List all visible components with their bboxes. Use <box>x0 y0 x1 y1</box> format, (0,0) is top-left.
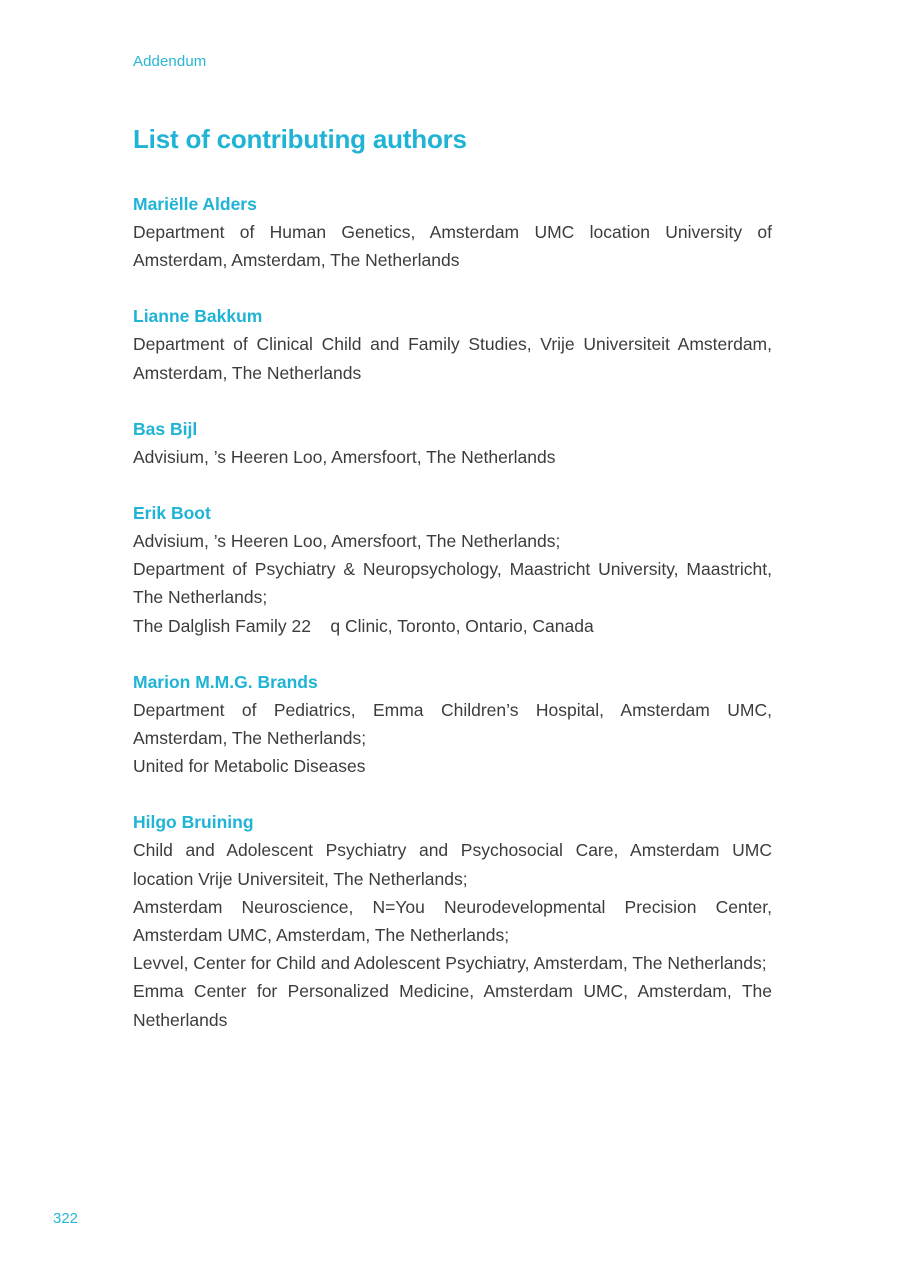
author-entry <box>133 808 772 1033</box>
author-entry <box>133 668 772 781</box>
author-entry <box>133 499 772 640</box>
author-name: Mariëlle Alders <box>133 194 257 214</box>
author-name: Hilgo Bruining <box>133 812 254 833</box>
running-header: Addendum <box>133 53 207 70</box>
author-affiliation: Emma Center for Personalized Medicine, Amsterdam UMC, Amsterdam, The Netherlands <box>133 981 772 1030</box>
author-affiliation: Department of Clinical Child and Family Studies, Vrije Universiteit Amsterdam, Amsterdam, The Netherlands <box>133 334 772 383</box>
author-affiliation: The Dalglish Family 22 q Clinic, Toronto, Ontario, Canada <box>133 615 594 636</box>
author-list <box>133 190 772 1062</box>
author-name: Bas Bijl <box>133 418 198 439</box>
author-affiliation: Department of Psychiatry & Neuropsychology, Maastricht University, Maastricht, The Netherlands; <box>133 559 772 608</box>
author-affiliation: Department of Human Genetics, Amsterdam UMC location University of Amsterdam, Amsterdam, The Netherlands <box>133 222 772 271</box>
author-entry <box>133 415 772 471</box>
author-name: Lianne Bakkum <box>133 306 263 327</box>
page-number: 322 <box>53 1210 79 1227</box>
author-affiliation: Advisium, ’s Heeren Loo, Amersfoort, The Netherlands <box>133 446 556 467</box>
author-affiliation: Advisium, ’s Heeren Loo, Amersfoort, The Netherlands; <box>133 531 561 552</box>
author-name: Marion M.M.G. Brands <box>133 671 318 692</box>
author-affiliation: Amsterdam Neuroscience, N=You Neurodevelopmental Precision Center, Amsterdam UMC, Amsterdam, The Netherlands; <box>133 896 772 946</box>
author-affiliation: Child and Adolescent Psychiatry and Psychosocial Care, Amsterdam UMC location Vrije Universiteit, The Netherlands; <box>133 840 772 889</box>
author-entry <box>133 190 772 274</box>
author-entry <box>133 302 772 386</box>
page-title: List of contributing authors <box>133 124 467 154</box>
author-affiliation: Department of Pediatrics, Emma Children’s Hospital, Amsterdam UMC, Amsterdam, The Netherlands; <box>133 699 772 749</box>
author-affiliation: United for Metabolic Diseases <box>133 756 366 777</box>
author-name: Erik Boot <box>133 503 211 524</box>
author-affiliation: Levvel, Center for Child and Adolescent Psychiatry, Amsterdam, The Netherlands; <box>133 953 767 974</box>
